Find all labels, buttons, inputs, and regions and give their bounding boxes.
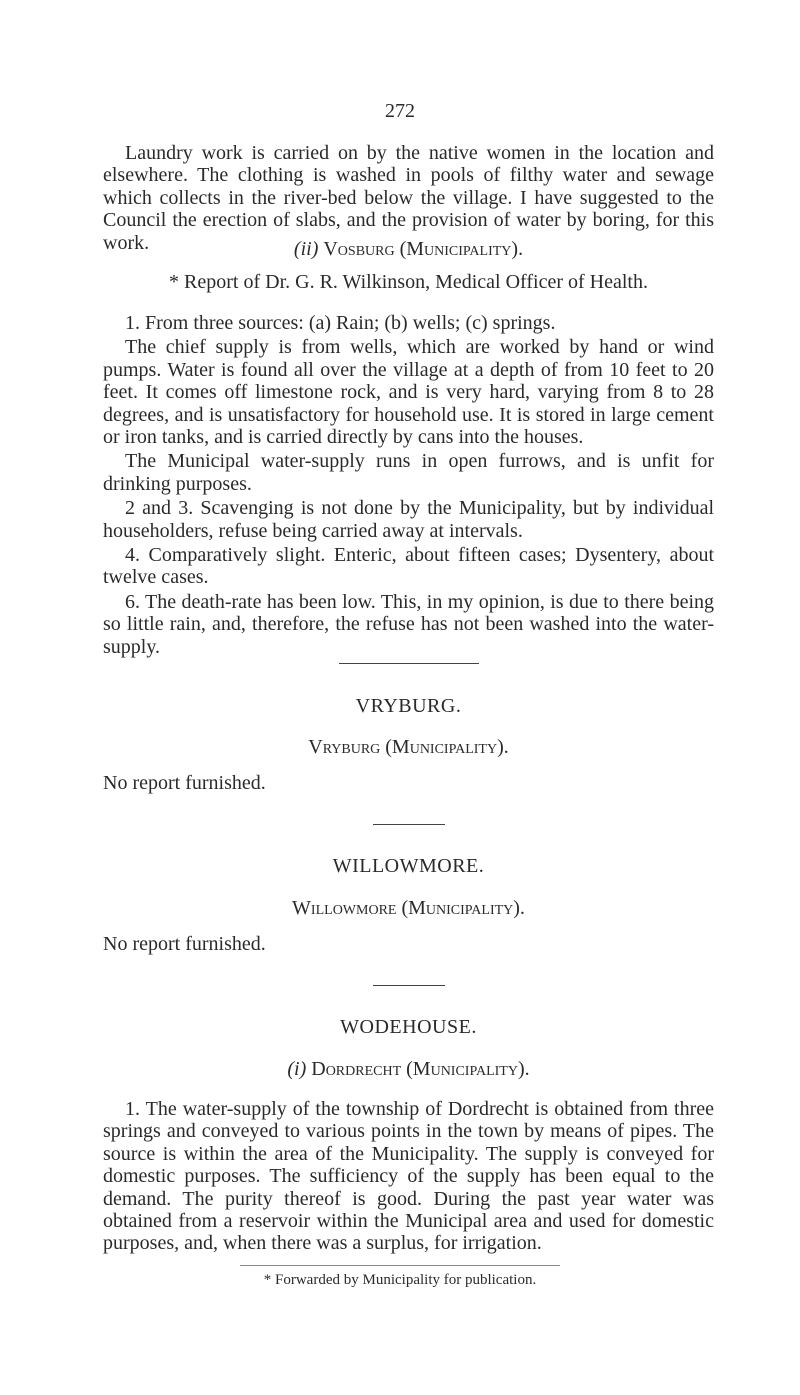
wodehouse-heading — [103, 1058, 714, 1080]
wodehouse-paragraph: 1. The water-supply of the township of Dordrecht is obtained from three springs and conveyed to various points in the town by means of pipes. The source is within the area of the Municipality. The supply is conveyed for domestic purposes. The sufficiency of the supply has been equal to the demand. The purity thereof is good. During the past year water was obtained from a reservoir within the Municipal area and used for domestic purposes, and, when there was a surplus, for irrigation. — [103, 1098, 714, 1255]
wodehouse-heading-number: (i) — [287, 1058, 307, 1080]
vosburg-heading-number: (ii) — [293, 238, 319, 260]
wodehouse-body — [103, 1098, 714, 1255]
footnote-text: Forwarded by Municipality for publication. — [275, 1272, 537, 1288]
willowmore-subheading: Willowmore (Municipality). — [292, 897, 525, 919]
vosburg-paragraph-1: 1. From three sources: (a) Rain; (b) wells; (c) springs. — [125, 312, 556, 334]
vosburg-report-line — [103, 271, 714, 293]
vosburg-heading-text: Vosburg (Municipality). — [323, 238, 524, 260]
vosburg-paragraph-4: 2 and 3. Scavenging is not done by the Municipality, but by individual householders, refuse being carried away at intervals. — [103, 497, 714, 542]
willowmore-note-row — [103, 933, 714, 955]
vryburg-note: No report furnished. — [103, 772, 266, 794]
vosburg-body — [103, 312, 714, 658]
vosburg-paragraph-6: 6. The death-rate has been low. This, in my opinion, is due to there being so little rain, and, therefore, the refuse has not been washed into the water-supply. — [103, 590, 714, 658]
wodehouse-heading-text: Dordrecht (Municipality). — [311, 1058, 530, 1080]
willowmore-section — [103, 855, 714, 877]
vryburg-note-row — [103, 772, 714, 794]
willowmore-title: WILLOWMORE. — [332, 855, 485, 877]
vosburg-heading — [103, 238, 714, 260]
footnote-mark: * — [263, 1272, 272, 1288]
footnote — [0, 1272, 800, 1289]
vryburg-subheading-row — [103, 736, 714, 758]
wodehouse-title: WODEHOUSE. — [340, 1016, 477, 1038]
section-divider-3 — [103, 985, 714, 986]
page-number: 272 — [385, 100, 415, 122]
willowmore-subheading-row — [103, 897, 714, 919]
section-divider-1 — [103, 663, 714, 664]
footnote-rule — [240, 1265, 560, 1266]
report-attribution: Report of Dr. G. R. Wilkinson, Medical Officer of Health. — [184, 271, 648, 293]
vosburg-paragraph-5: 4. Comparatively slight. Enteric, about fifteen cases; Dysentery, about twelve cases. — [103, 544, 714, 589]
vosburg-paragraph-2: The chief supply is from wells, which are worked by hand or wind pumps. Water is found all over the village at a depth of from 10 feet to 20 feet. It comes off limestone rock, and is very hard, varying from 8 to 28 degrees, and is unsatisfactory for household use. It is stored in large cement or iron tanks, and is carried directly by cans into the houses. — [103, 336, 714, 449]
vryburg-section — [103, 695, 714, 717]
vryburg-title: VRYBURG. — [355, 695, 462, 717]
willowmore-note: No report furnished. — [103, 933, 266, 955]
wodehouse-section — [103, 1016, 714, 1038]
vryburg-subheading: Vryburg (Municipality). — [308, 736, 509, 758]
intro-paragraph: Laundry work is carried on by the native women in the location and elsewhere. The clothing is washed in pools of filthy water and sewage which collects in the river-bed below the village. I have suggested to the Council the erection of slabs, and the provision of water by boring, for this work. — [103, 142, 714, 254]
vosburg-paragraph-3: The Municipal water-supply runs in open furrows, and is unfit for drinking purposes. — [103, 450, 714, 495]
section-divider-2 — [103, 824, 714, 825]
footnote-marker: * — [169, 271, 180, 293]
